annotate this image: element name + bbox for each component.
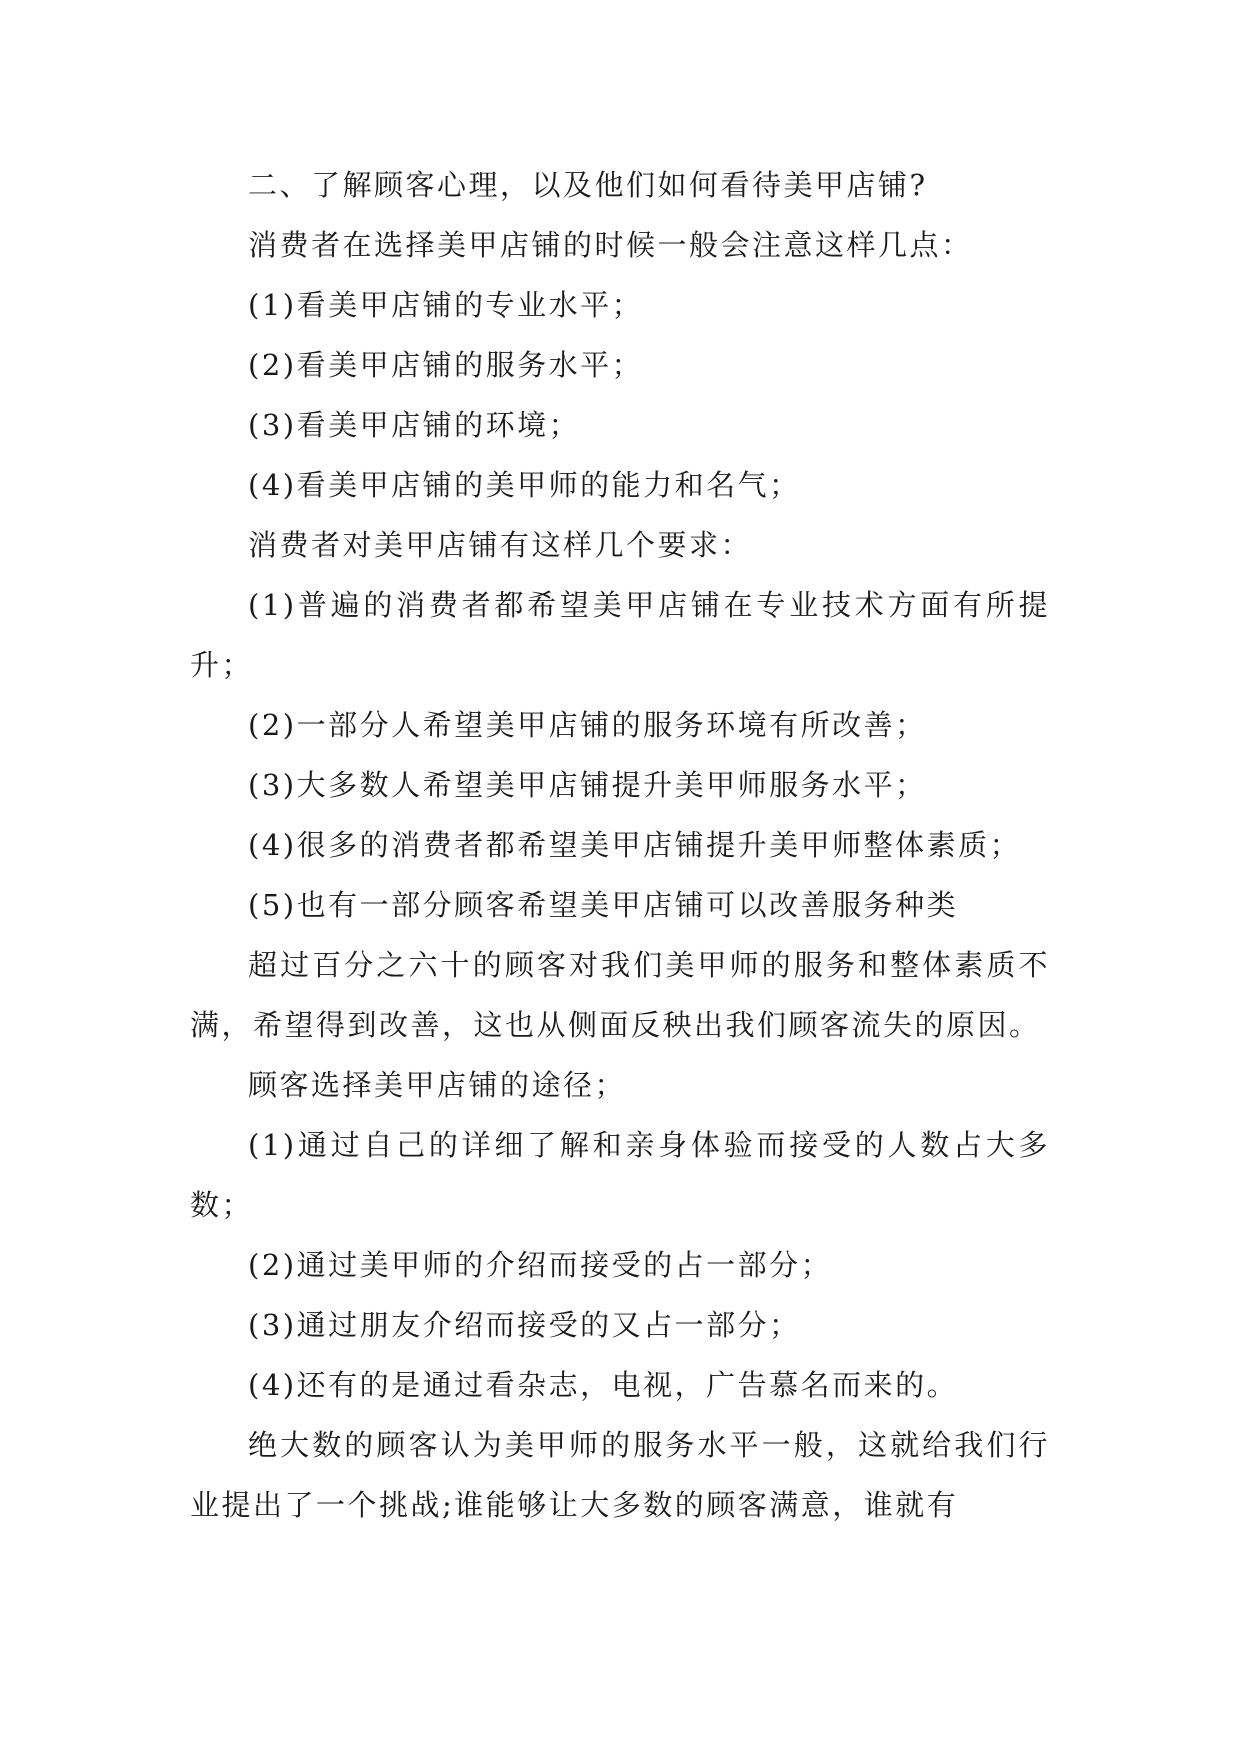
document-body <box>190 155 1050 1535</box>
list-item: (4)看美甲店铺的美甲师的能力和名气； <box>248 468 801 502</box>
list-item: (3)大多数人希望美甲店铺提升美甲师服务水平； <box>248 768 927 802</box>
list-item: (4)还有的是通过看杂志，电视，广告慕名而来的。 <box>248 1368 959 1402</box>
paragraph: 绝大数的顾客认为美甲师的服务水平一般，这就给我们行业提出了一个挑战;谁能够让大多数的顾客满意，谁就有 <box>190 1428 1050 1522</box>
paragraph: 顾客选择美甲店铺的途径； <box>248 1068 627 1102</box>
section-heading: 二、了解顾客心理，以及他们如何看待美甲店铺? <box>248 168 928 202</box>
list-item: (3)通过朋友介绍而接受的又占一部分； <box>248 1308 801 1342</box>
list-item: (2)一部分人希望美甲店铺的服务环境有所改善； <box>248 708 927 742</box>
list-item: (5)也有一部分顾客希望美甲店铺可以改善服务种类 <box>248 888 959 922</box>
list-item: (1)通过自己的详细了解和亲身体验而接受的人数占大多数； <box>190 1128 1050 1222</box>
list-item: (4)很多的消费者都希望美甲店铺提升美甲师整体素质； <box>248 828 1022 862</box>
list-item: (3)看美甲店铺的环境； <box>248 408 581 442</box>
list-item: (2)通过美甲师的介绍而接受的占一部分； <box>248 1248 833 1282</box>
paragraph: 消费者对美甲店铺有这样几个要求： <box>248 528 753 562</box>
list-item: (1)看美甲店铺的专业水平； <box>248 288 644 322</box>
paragraph: 消费者在选择美甲店铺的时候一般会注意这样几点： <box>248 228 973 262</box>
paragraph: 超过百分之六十的顾客对我们美甲师的服务和整体素质不满，希望得到改善，这也从侧面反秧出我们顾客流失的原因。 <box>190 948 1050 1042</box>
list-item: (1)普遍的消费者都希望美甲店铺在专业技术方面有所提升； <box>190 588 1050 682</box>
list-item: (2)看美甲店铺的服务水平； <box>248 348 644 382</box>
